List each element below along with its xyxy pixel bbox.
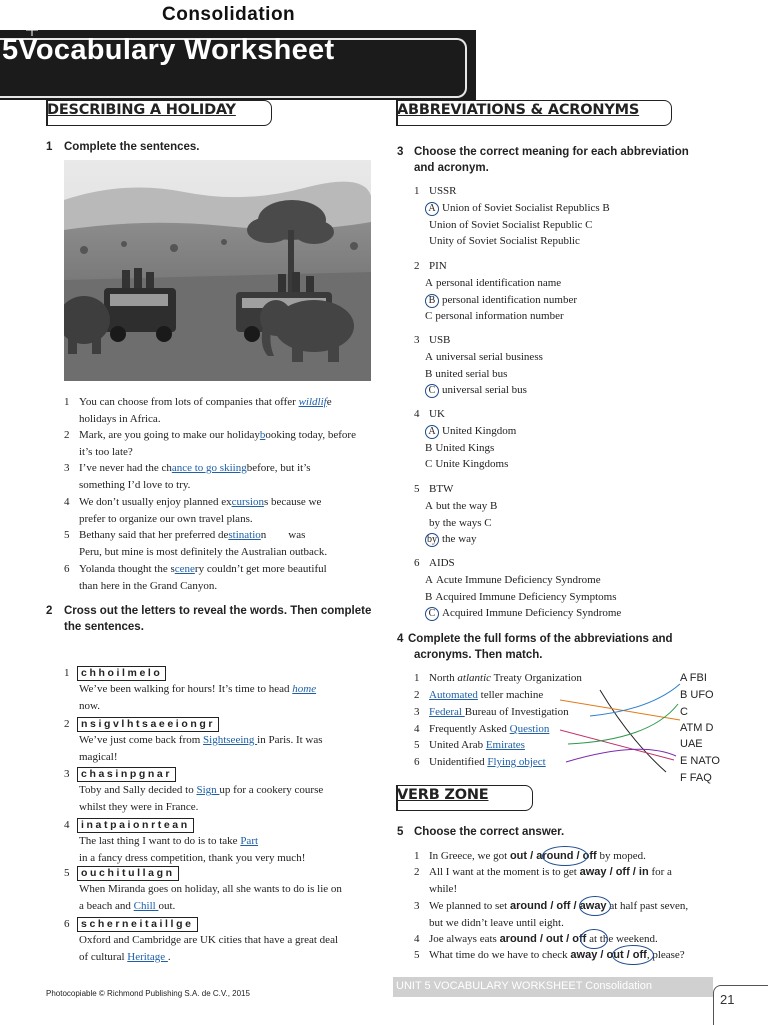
q3-option xyxy=(429,233,580,250)
q2-item-number: 2 xyxy=(64,718,70,730)
q4-item-line xyxy=(429,754,546,771)
q4-text: Unidentified xyxy=(429,756,488,768)
q4-answer: atlantic xyxy=(457,672,492,684)
q4-answer: Automated xyxy=(429,689,478,701)
q3-option-letter: C xyxy=(425,607,439,621)
q3-instruction-line2: and acronym. xyxy=(414,162,489,174)
q4-item-number: 1 xyxy=(414,672,420,684)
q3-option xyxy=(425,366,507,383)
copyright-text: Photocopiable © Richmond Publishing S.A. de C.V., 2015 xyxy=(46,989,250,998)
q2-text: a beach and xyxy=(79,899,134,912)
q2-text: When Miranda goes on holiday, all she wants to do is lie on xyxy=(79,883,342,895)
q3-option-letter: B xyxy=(425,367,433,380)
q4-answer: Federal xyxy=(429,706,465,718)
q5-item-line xyxy=(429,864,672,881)
q5-options: around / off / away xyxy=(509,900,607,912)
letter-box: chasinpgnar xyxy=(77,767,176,782)
q3-option xyxy=(429,515,492,532)
q2-item-line2 xyxy=(79,949,171,966)
q4-item-number: 6 xyxy=(414,756,420,768)
q4-item-number: 2 xyxy=(414,689,420,701)
q2-item-line1 xyxy=(79,881,342,898)
q4-match-option: F FAQ xyxy=(680,772,712,784)
q4-text: Frequently Asked xyxy=(429,723,510,735)
q5-number: 5 xyxy=(397,826,404,838)
q1-answer: cursion xyxy=(231,496,264,508)
q1-answer: stinatio xyxy=(228,529,261,541)
q3-abbr: USSR xyxy=(429,185,457,197)
q2-item-line1 xyxy=(79,681,316,698)
answer-circle xyxy=(542,846,588,866)
q3-option-text: personal information number xyxy=(435,310,564,322)
q1-answer: wildlif xyxy=(298,396,327,408)
q3-option[interactable] xyxy=(425,531,477,548)
q4-text: Treaty Organization xyxy=(491,672,582,684)
q4-match-option: E NATO xyxy=(680,755,720,767)
q1-text: Yolanda thought the s xyxy=(79,563,175,575)
q2-item-line1 xyxy=(79,732,323,749)
q5-item-line2: while! xyxy=(429,882,458,895)
answer-circle xyxy=(580,929,608,949)
q1-text: was xyxy=(288,529,306,541)
q4-answer: Question xyxy=(509,723,550,735)
q3-option-letter: C xyxy=(425,310,433,322)
q3-option[interactable] xyxy=(425,292,577,309)
q5-text: at half past seven, xyxy=(606,900,689,912)
q3-option-letter: A xyxy=(425,351,433,363)
q2-item-line1 xyxy=(79,782,323,799)
q2-answer: home xyxy=(292,683,317,695)
q1-item-line1 xyxy=(79,394,332,411)
q3-option[interactable] xyxy=(425,605,621,622)
page-title: 5Vocabulary Worksheet xyxy=(2,34,335,66)
q3-option xyxy=(425,275,561,292)
q1-item-line1 xyxy=(79,527,305,544)
q1-item-line1 xyxy=(79,561,327,578)
q3-item-number: 1 xyxy=(414,185,420,197)
letter-box: ouchitullagn xyxy=(77,866,179,881)
q3-abbr: PIN xyxy=(429,260,447,272)
q2-text: . xyxy=(167,950,171,963)
q1-text: We don’t usually enjoy planned ex xyxy=(79,496,232,508)
q2-item-line1 xyxy=(79,932,338,949)
q1-item-number: 2 xyxy=(64,429,70,441)
q5-item-number: 5 xyxy=(414,949,420,961)
q5-options: away / off / in xyxy=(579,866,649,878)
q5-options: away / out / off xyxy=(570,949,647,961)
q2-item-line2: whilst they were in France. xyxy=(79,800,199,813)
q5-text: , please? xyxy=(646,949,685,961)
q4-item-line xyxy=(429,704,569,721)
q2-item-number: 4 xyxy=(64,819,70,831)
q1-item-line2: prefer to organize our own travel plans. xyxy=(79,512,253,525)
q5-text: by moped. xyxy=(596,850,646,862)
q1-item-line1 xyxy=(79,427,356,444)
q1-item-number: 1 xyxy=(64,396,70,408)
q2-item-number: 3 xyxy=(64,768,70,780)
q2-item-line1 xyxy=(79,833,258,850)
q4-number: 4 xyxy=(397,633,404,645)
section-title-holiday: DESCRIBING A HOLIDAY xyxy=(47,102,236,118)
q2-text: We’ve just come back from xyxy=(79,734,204,746)
q3-option-letter: B xyxy=(425,590,433,603)
q5-text: We planned to set xyxy=(429,900,510,912)
q3-option-letter: by xyxy=(427,534,437,545)
q1-answer: ance to go skiing xyxy=(171,462,247,474)
q3-instruction-line1: Choose the correct meaning for each abbreviation xyxy=(414,146,689,158)
crosshair-icon xyxy=(26,24,38,36)
q5-item-number: 1 xyxy=(414,850,420,862)
q3-option-text: Unity of Soviet Socialist Republic xyxy=(429,235,580,247)
q3-option-text: personal identification number xyxy=(442,293,578,306)
q4-match-option: ATM D xyxy=(680,722,714,734)
q4-text: United Arab xyxy=(429,739,486,751)
section-title-abbrev: ABBREVIATIONS & ACRONYMS xyxy=(397,102,640,118)
q1-item-line2: something I’d love to try. xyxy=(79,478,191,491)
q1-text: Bethany said that her preferred de xyxy=(79,529,229,541)
q4-match-option: C xyxy=(680,706,688,718)
q3-option-letter: C xyxy=(425,458,433,470)
q5-item-line2: but we didn’t leave until eight. xyxy=(429,916,564,929)
q3-option-text: but the way B xyxy=(435,500,498,512)
q3-option-text: United Kings xyxy=(435,441,495,454)
q3-option[interactable] xyxy=(425,200,610,217)
q3-item-number: 2 xyxy=(414,260,420,272)
q3-option-letter: A xyxy=(425,500,433,512)
q1-item-line1 xyxy=(79,494,321,511)
q4-answer: Flying object xyxy=(487,756,546,768)
q4-item-line xyxy=(429,737,525,754)
q2-answer: Chill xyxy=(133,899,159,912)
q1-text: ry couldn’t get more beautiful xyxy=(194,563,327,575)
q4-item-number: 3 xyxy=(414,706,420,718)
q4-item-line xyxy=(429,670,582,687)
q3-option-letter: B xyxy=(425,294,439,308)
q3-option-letter: A xyxy=(425,425,439,439)
q3-number: 3 xyxy=(397,146,404,158)
q1-item-number: 5 xyxy=(64,529,70,541)
q2-instruction-line1: Cross out the letters to reveal the words. Then complete xyxy=(64,605,372,617)
q3-option[interactable] xyxy=(425,423,516,440)
q3-option-text: united serial bus xyxy=(435,367,508,380)
q2-answer: Part xyxy=(240,835,259,847)
q3-option-text: Union of Soviet Socialist Republic C xyxy=(429,218,593,231)
q5-text: for a xyxy=(648,866,672,878)
footer-unit-text: UNIT 5 VOCABULARY WORKSHEET Consolidation xyxy=(396,980,652,992)
q3-option-letter: C xyxy=(425,384,439,398)
q3-option-letter: A xyxy=(425,277,433,289)
q1-answer: cene xyxy=(174,563,195,575)
q2-text: out. xyxy=(158,899,176,912)
q4-answer: Emirates xyxy=(485,739,525,751)
letter-box: nsigvlhtsaeeiongr xyxy=(77,717,219,732)
q1-text: Mark, are you going to make our holiday xyxy=(79,429,260,441)
q4-item-number: 4 xyxy=(414,723,420,735)
q2-text: up for a cookery course xyxy=(219,784,324,796)
q4-text: teller machine xyxy=(477,689,544,701)
q4-item-line xyxy=(429,687,543,704)
q1-item-number: 4 xyxy=(64,496,70,508)
q3-option-text: the way xyxy=(442,533,477,545)
q5-item-number: 2 xyxy=(414,866,420,878)
q1-text: You can choose from lots of companies that offer xyxy=(79,396,299,408)
matching-lines xyxy=(560,680,690,780)
q3-option-letter: A xyxy=(425,202,439,216)
q4-match-option: A FBI xyxy=(680,672,707,684)
q1-text: ooking today, before xyxy=(265,429,356,441)
letter-box: inatpaionrtean xyxy=(77,818,194,833)
q3-item-number: 5 xyxy=(414,483,420,495)
q3-abbr: AIDS xyxy=(429,557,455,569)
q3-option-text: Acquired Immune Deficiency Symptoms xyxy=(435,590,617,603)
q1-instruction: Complete the sentences. xyxy=(64,141,200,153)
q3-abbr: USB xyxy=(429,334,451,346)
q5-text: What time do we have to check xyxy=(429,949,571,961)
q3-option-text: Acquired Immune Deficiency Syndrome xyxy=(442,607,622,619)
q3-option-text: Union of Soviet Socialist Republics B xyxy=(442,202,610,214)
answer-circle xyxy=(612,945,654,965)
q1-number: 1 xyxy=(46,141,53,153)
q5-text: at the weekend. xyxy=(586,933,658,945)
q4-text: North xyxy=(429,672,458,684)
q3-option-text: personal identification name xyxy=(435,277,562,289)
q2-item-line2: now. xyxy=(79,699,100,712)
q2-text: We’ve been walking for hours! It’s time to head xyxy=(79,683,293,695)
q5-item-number: 4 xyxy=(414,933,420,945)
safari-photo xyxy=(64,160,371,381)
q2-answer: Sign xyxy=(196,784,220,796)
section-title-verb: VERB ZONE xyxy=(397,787,489,803)
q2-text: Toby and Sally decided to xyxy=(79,784,197,796)
q2-text: of cultural xyxy=(79,950,128,963)
q2-item-number: 5 xyxy=(64,867,70,879)
q3-option xyxy=(425,349,543,366)
q1-item-line2: Peru, but mine is most definitely the Australian outback. xyxy=(79,545,328,558)
q5-options: out / around / off xyxy=(509,850,597,862)
q1-text: I’ve never had the ch xyxy=(79,462,172,474)
header-consolidation: Consolidation xyxy=(162,4,296,25)
q3-option[interactable] xyxy=(425,382,527,399)
q2-item-line2: magical! xyxy=(79,750,118,763)
q5-text: All I want at the moment is to get xyxy=(429,866,580,878)
q2-item-number: 1 xyxy=(64,667,70,679)
q4-match-option: B UFO xyxy=(680,689,714,701)
q4-instruction-line2: acronyms. Then match. xyxy=(414,649,543,661)
q3-option-text: universal serial business xyxy=(435,351,543,363)
q2-text: Oxford and Cambridge are UK cities that have a great deal xyxy=(79,934,339,946)
q4-match-option: UAE xyxy=(680,738,703,750)
q3-option xyxy=(429,217,592,234)
q3-abbr: UK xyxy=(429,408,445,420)
q3-option xyxy=(425,308,564,325)
q3-option-letter: A xyxy=(425,574,433,586)
q1-item-line2: holidays in Africa. xyxy=(79,412,161,425)
q2-text: The last thing I want to do is to take xyxy=(79,835,241,847)
q1-item-line2: it’s too late? xyxy=(79,445,133,458)
q4-text: Bureau of Investigation xyxy=(464,706,569,718)
q3-option-text: by the ways C xyxy=(429,516,492,529)
q1-text: s because we xyxy=(263,496,322,508)
q1-item-number: 6 xyxy=(64,563,70,575)
q5-instruction: Choose the correct answer. xyxy=(414,826,565,838)
q5-options: around / out / off xyxy=(499,933,587,945)
q1-item-number: 3 xyxy=(64,462,70,474)
q3-item-number: 6 xyxy=(414,557,420,569)
q3-option-text: Acute Immune Deficiency Syndrome xyxy=(435,574,601,586)
q3-abbr: BTW xyxy=(429,483,454,495)
q3-option-text: universal serial bus xyxy=(442,384,527,396)
q2-item-line2 xyxy=(79,898,175,915)
q3-option-letter: B xyxy=(425,441,433,454)
q5-text: Joe always eats xyxy=(429,933,500,945)
q3-option-text: United Kingdom xyxy=(442,425,517,437)
q2-instruction-line2: the sentences. xyxy=(64,621,144,633)
q5-item-line xyxy=(429,898,688,915)
q4-instruction-line1: Complete the full forms of the abbreviations and xyxy=(408,633,673,645)
q1-answer: b xyxy=(259,429,266,441)
q5-item-line xyxy=(429,848,646,865)
q2-item-line2: in a fancy dress competition, thank you very much! xyxy=(79,851,306,864)
page-number: 21 xyxy=(720,992,735,1007)
q2-text: in Paris. It was xyxy=(257,734,323,746)
q3-item-number: 4 xyxy=(414,408,420,420)
letter-box: scherneitaillge xyxy=(77,917,198,932)
q5-item-number: 3 xyxy=(414,900,420,912)
q3-option xyxy=(425,498,497,515)
q2-answer: Sightseeing xyxy=(203,734,258,746)
q1-text: e xyxy=(326,396,332,408)
q5-text: In Greece, we got xyxy=(429,850,510,862)
q4-item-line xyxy=(429,721,549,738)
q2-answer: Heritage xyxy=(127,950,168,963)
q3-option-text: Unite Kingdoms xyxy=(435,458,509,470)
q1-item-line1 xyxy=(79,460,311,477)
q3-option xyxy=(425,572,601,589)
q1-text: before, but it’s xyxy=(246,462,311,474)
q2-item-number: 6 xyxy=(64,918,70,930)
q3-option xyxy=(425,440,494,457)
q4-item-number: 5 xyxy=(414,739,420,751)
q3-option xyxy=(425,456,508,473)
q3-item-number: 3 xyxy=(414,334,420,346)
answer-circle xyxy=(579,896,611,916)
q1-text: n xyxy=(260,529,267,541)
q1-item-line2: than here in the Grand Canyon. xyxy=(79,579,218,592)
q2-number: 2 xyxy=(46,605,53,617)
letter-box: chhoilmelo xyxy=(77,666,166,681)
q3-option xyxy=(425,589,617,606)
